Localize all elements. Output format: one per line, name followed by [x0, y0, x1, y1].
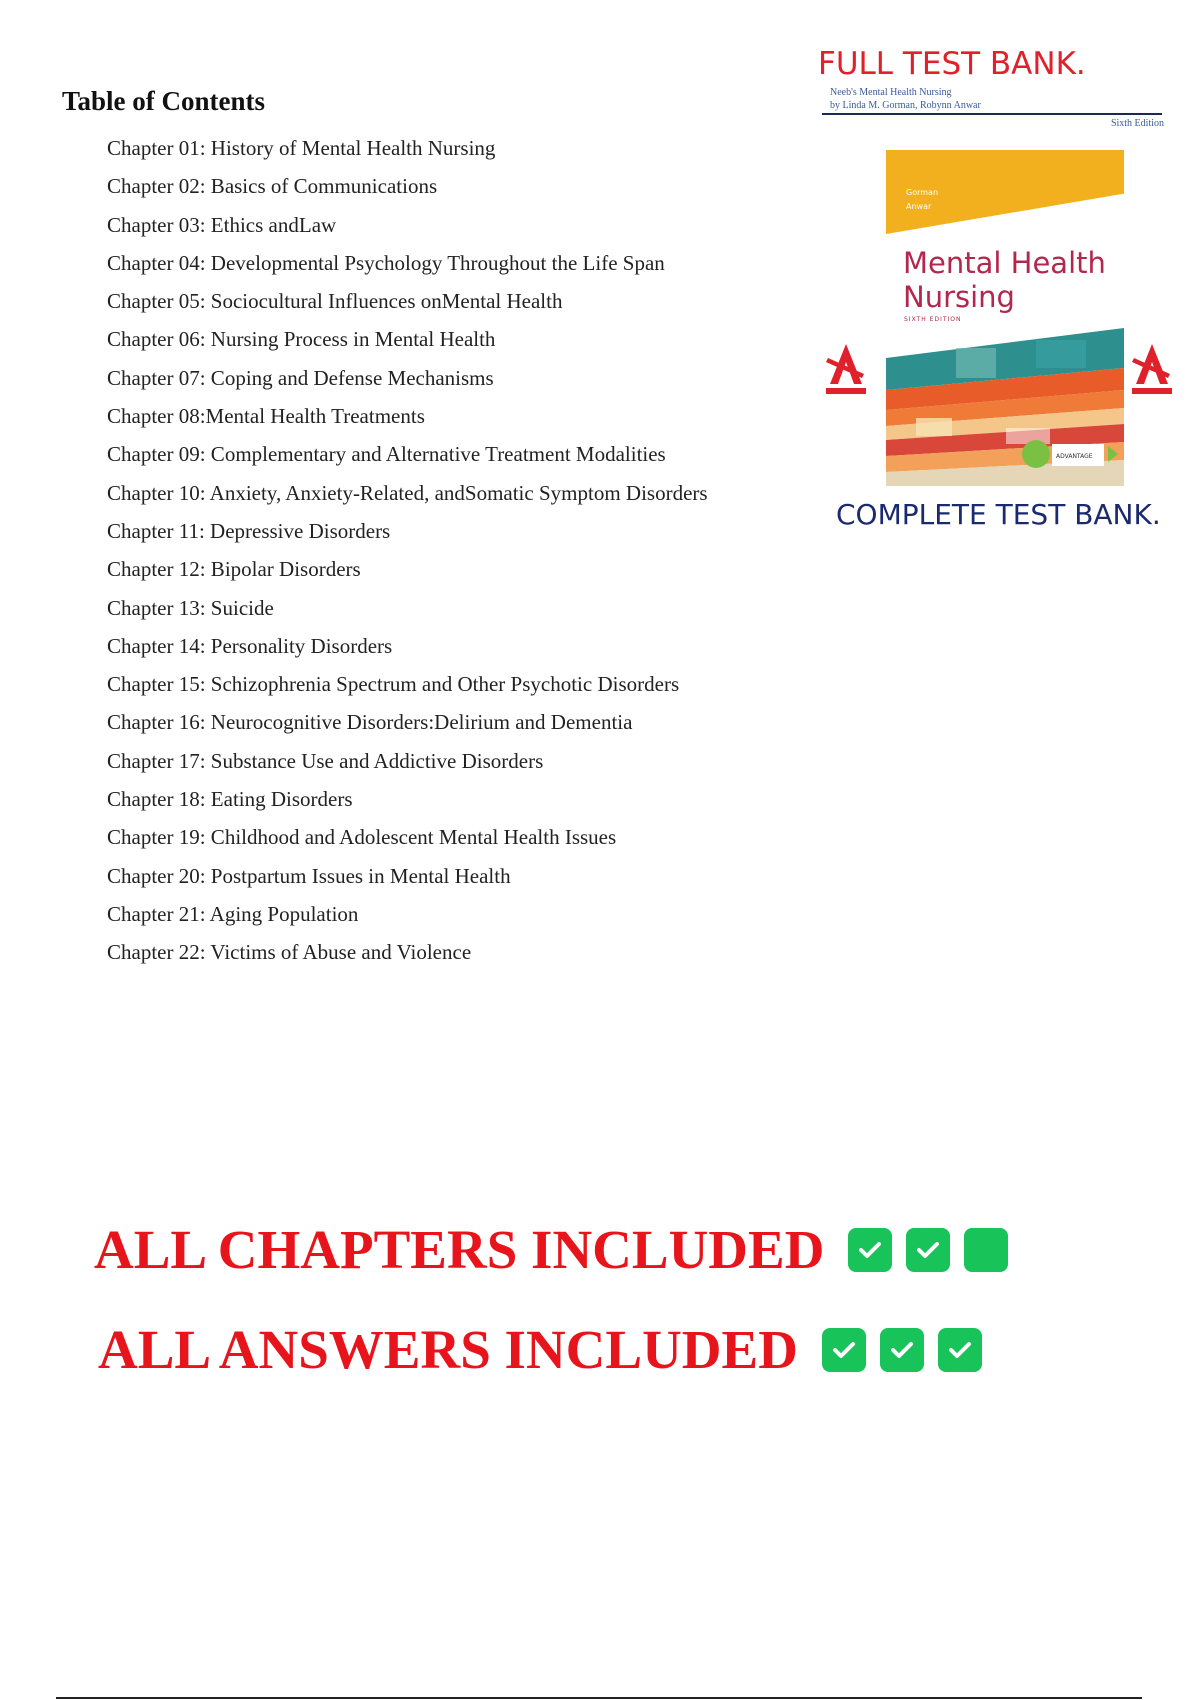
cover-authors: Gorman Anwar	[906, 188, 939, 211]
toc-item: Chapter 10: Anxiety, Anxiety-Related, andSomatic Symptom Disorders	[107, 480, 708, 505]
publisher-logo-icon	[824, 340, 868, 400]
full-test-bank-heading: FULL TEST BANK.	[818, 46, 1086, 82]
bottom-divider	[56, 1697, 1142, 1699]
toc-item: Chapter 04: Developmental Psychology Throughout the Life Span	[107, 250, 665, 275]
toc-item: Chapter 17: Substance Use and Addictive Disorders	[107, 748, 544, 773]
toc-item: Chapter 11: Depressive Disorders	[107, 518, 391, 543]
toc-item: Chapter 21: Aging Population	[107, 901, 359, 926]
toc-item: Chapter 06: Nursing Process in Mental Health	[107, 327, 496, 352]
toc-item: Chapter 16: Neurocognitive Disorders:Delirium and Dementia	[107, 710, 633, 735]
promo-block	[818, 40, 1170, 540]
toc-item: Chapter 01: History of Mental Health Nursing	[107, 136, 496, 160]
toc-item: Chapter 19: Childhood and Adolescent Mental Health Issues	[107, 825, 617, 850]
complete-test-bank-heading: COMPLETE TEST BANK.	[836, 498, 1161, 531]
white-check-mark-icon	[938, 1328, 982, 1372]
toc-item: Chapter 12: Bipolar Disorders	[107, 557, 361, 582]
white-check-mark-icon	[906, 1228, 950, 1272]
all-answers-text: ALL ANSWERS INCLUDED	[98, 1319, 798, 1380]
toc-item: Chapter 20: Postpartum Issues in Mental Health	[107, 863, 511, 888]
toc-item: Chapter 02: Basics of Communications	[107, 174, 438, 199]
toc-list	[107, 133, 708, 976]
book-subtitle: Neeb's Mental Health Nursing by Linda M. Gorman, Robynn Anwar	[830, 87, 981, 111]
toc-item: Chapter 14: Personality Disorders	[107, 633, 393, 658]
toc-item: Chapter 08:Mental Health Treatments	[107, 404, 425, 429]
toc-item: Chapter 18: Eating Disorders	[107, 787, 353, 812]
toc-title: Table of Contents	[62, 86, 266, 116]
book-cover	[886, 150, 1124, 486]
toc-item: Chapter 15: Schizophrenia Spectrum and Other Psychotic Disorders	[107, 672, 680, 697]
svg-text:ADVANTAGE: ADVANTAGE	[1056, 453, 1093, 460]
edition-label: Sixth Edition	[1110, 118, 1164, 129]
cover-title: Mental Health Nursing	[903, 246, 1106, 314]
cover-art-image	[886, 328, 1124, 486]
white-check-mark-icon	[880, 1328, 924, 1372]
white-check-mark-icon	[822, 1328, 866, 1372]
publisher-logo-icon	[1130, 340, 1174, 400]
check-group	[822, 1328, 982, 1372]
green-square-icon	[964, 1228, 1008, 1272]
toc-item: Chapter 03: Ethics andLaw	[107, 212, 337, 237]
toc-item: Chapter 05: Sociocultural Influences onMental Health	[107, 289, 563, 314]
white-check-mark-icon	[848, 1228, 892, 1272]
toc-item: Chapter 07: Coping and Defense Mechanisms	[107, 365, 494, 390]
promo-divider	[822, 113, 1162, 115]
check-group	[848, 1228, 1008, 1272]
all-answers-banner	[98, 1318, 982, 1381]
toc-item: Chapter 22: Victims of Abuse and Violence	[107, 940, 472, 965]
all-chapters-banner	[94, 1218, 1008, 1281]
toc-item: Chapter 13: Suicide	[107, 595, 274, 620]
all-chapters-text: ALL CHAPTERS INCLUDED	[94, 1219, 825, 1280]
toc-item: Chapter 09: Complementary and Alternative Treatment Modalities	[107, 442, 666, 467]
cover-edition: SIXTH EDITION	[904, 316, 962, 323]
